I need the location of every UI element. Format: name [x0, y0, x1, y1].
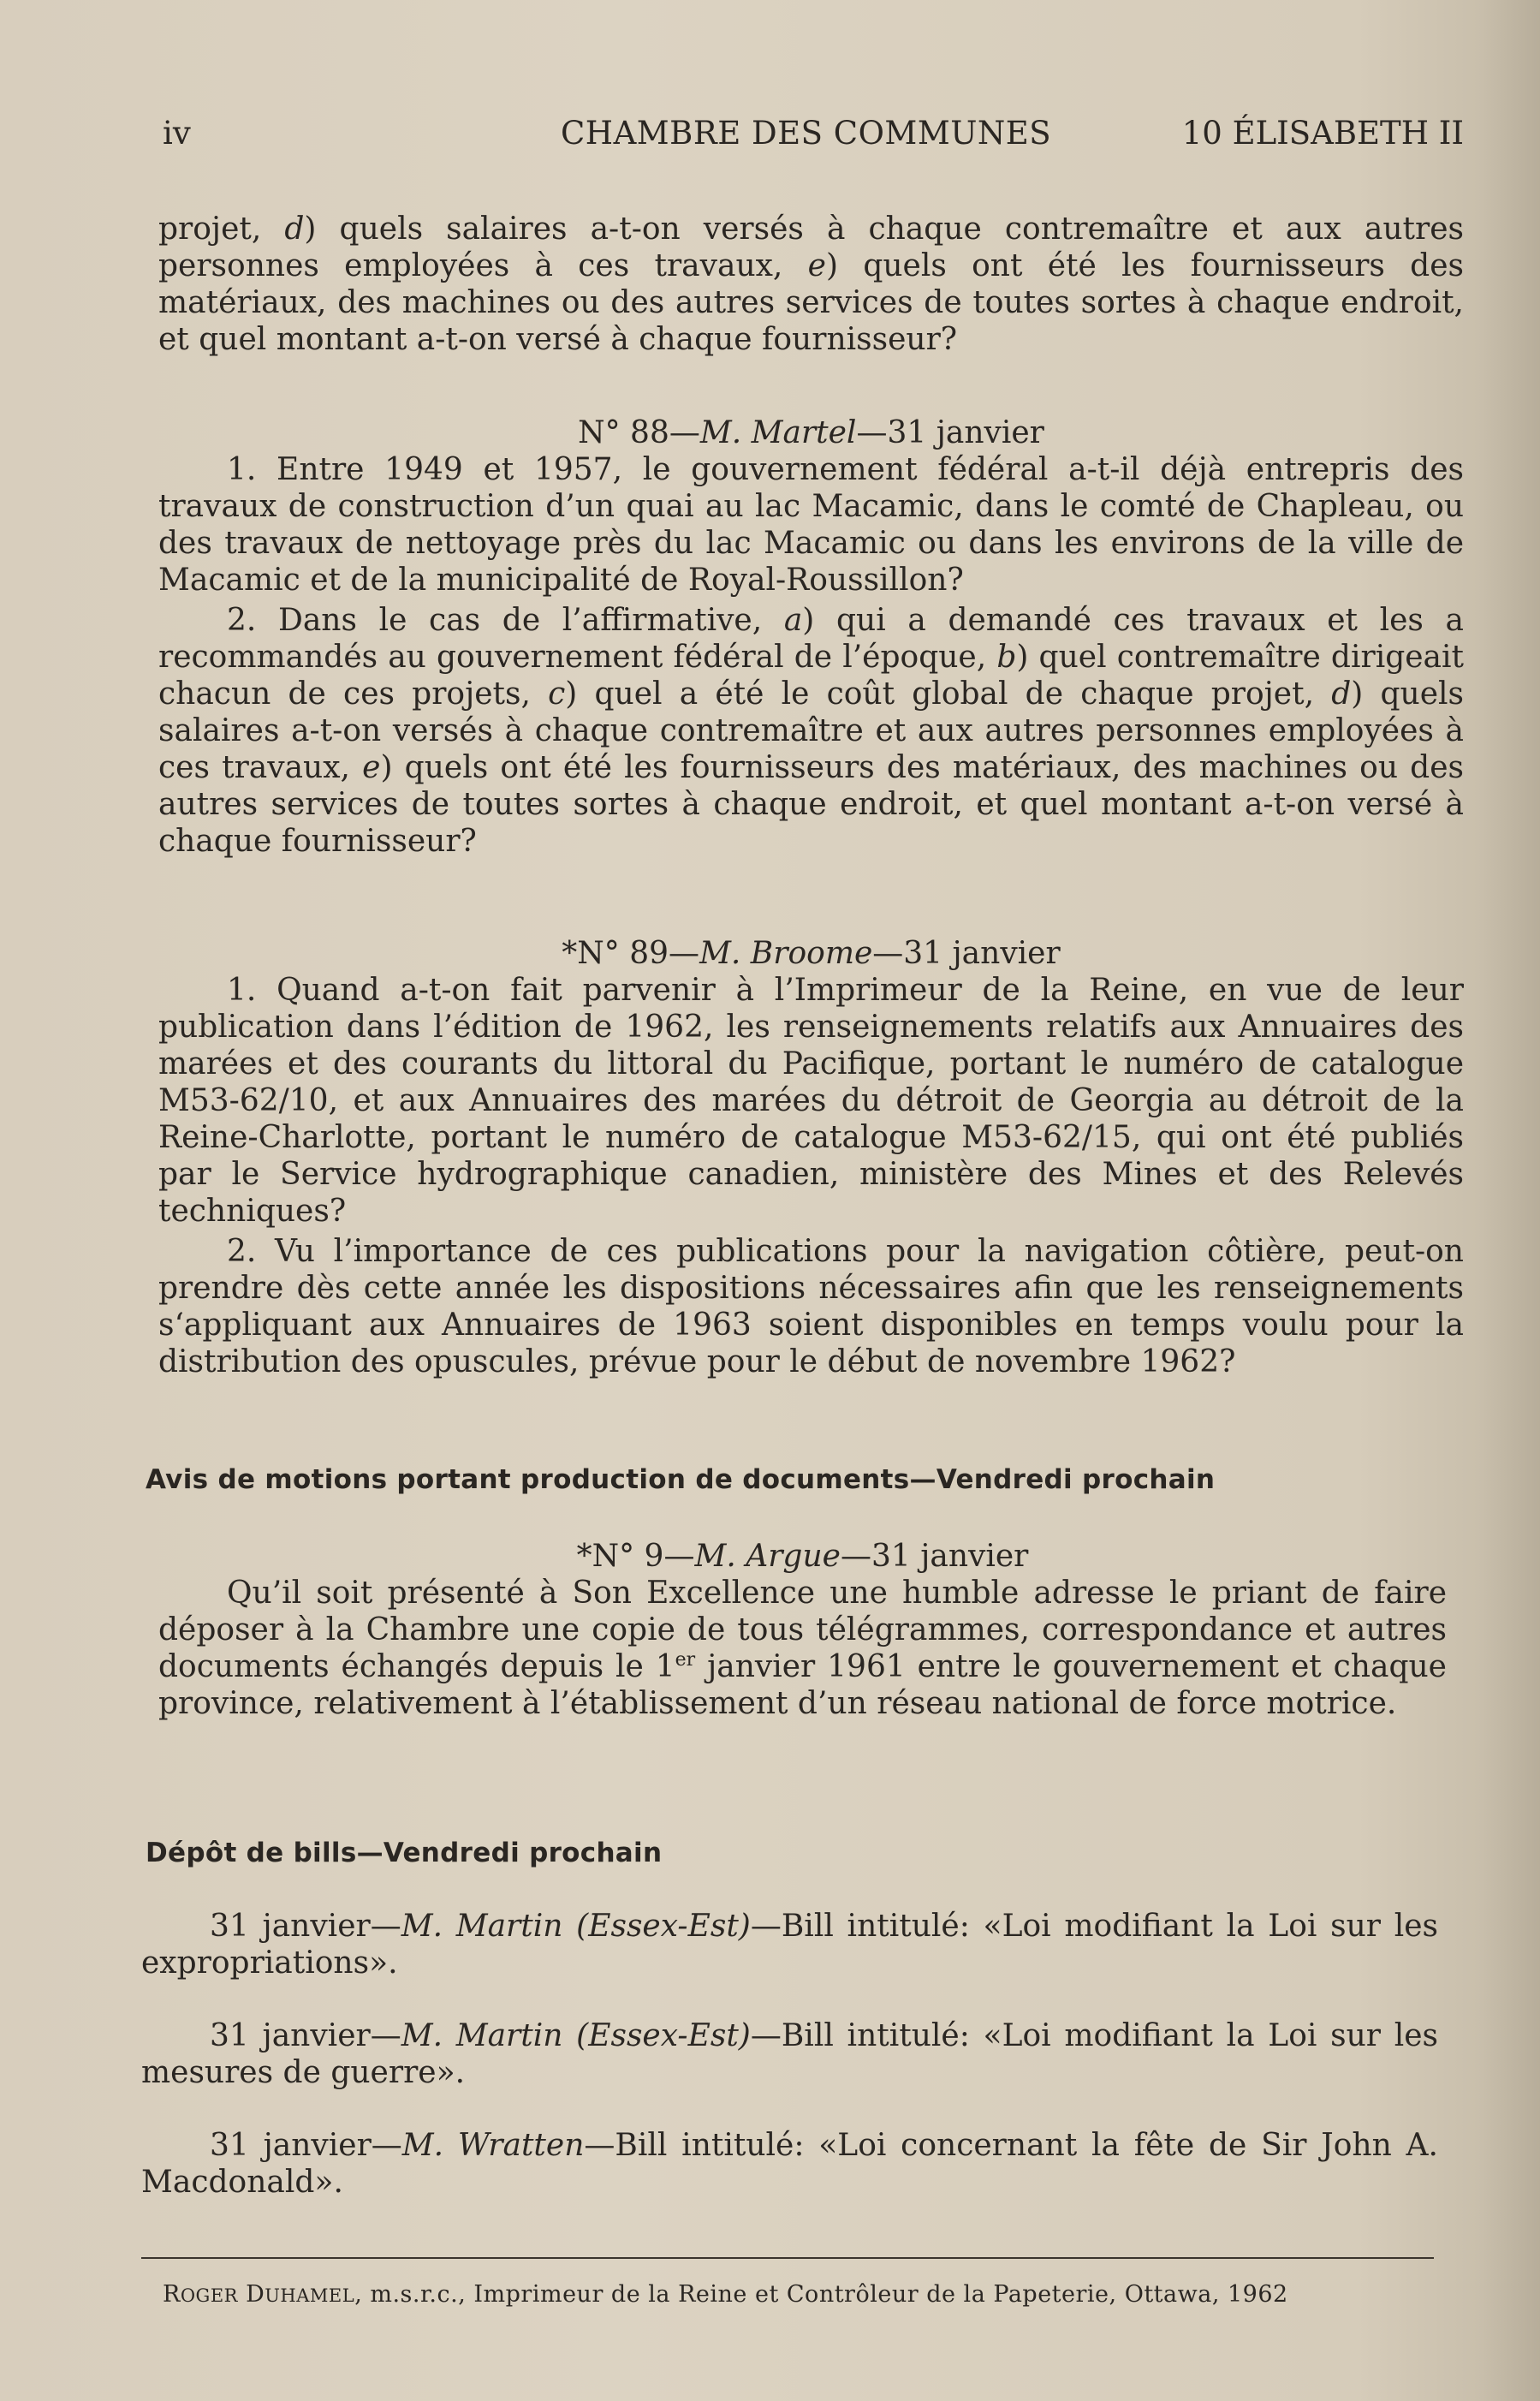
bill-entry: 31 janvier—M. Martin (Essex-Est)—Bill intitulé: «Loi modifiant la Loi sur les expropriations».	[141, 1909, 1438, 1981]
question-88	[158, 414, 1464, 860]
motion-9-text: Qu’il soit présenté à Son Excellence une humble adresse le priant de faire déposer à la Chambre une copie de tous télégrammes, correspondance et autres documents échangés depuis le 1er janvier 1961 entre le gouvernement et chaque province, relativement à l’établissement d’un réseau national de force motrice.	[158, 1576, 1447, 1721]
footer-rule	[141, 2257, 1434, 2259]
motion-9-heading: *N° 9—M. Argue—31 janvier	[576, 1539, 1029, 1574]
question-89-paragraph-2: 2. Vu l’importance de ces publications pour la navigation côtière, peut-on prendre dès cette année les dispositions nécessaires afin que les renseignements s‘appliquant aux Annuaires de 1963 soient disponibles en temps voulu pour la distribution des opuscules, prévue pour le début de novembre 1962?	[158, 1234, 1464, 1379]
regnal-year: 10 ÉLISABETH II	[1181, 115, 1464, 152]
bill-entry: 31 janvier—M. Wratten—Bill intitulé: «Loi concernant la fête de Sir John A. Macdonald».	[141, 2128, 1438, 2200]
question-89	[158, 935, 1464, 1380]
motion-9	[158, 1538, 1447, 1722]
printer-imprint: ROGER DUHAMEL, m.s.r.c., Imprimeur de la Reine et Contrôleur de la Papeterie, Ottawa, 1962	[163, 2281, 1288, 2308]
running-head	[163, 115, 1464, 156]
bill-entry: 31 janvier—M. Martin (Essex-Est)—Bill intitulé: «Loi modifiant la Loi sur les mesures de guerre».	[141, 2018, 1438, 2090]
motions-section-heading: Avis de motions portant production de documents—Vendredi prochain	[146, 1464, 1216, 1495]
bills-section-heading: Dépôt de bills—Vendredi prochain	[146, 1838, 663, 1868]
continuation-paragraph: projet, d) quels salaires a-t-on versés à chaque contremaître et aux autres personnes employées à ces travaux, e) quels ont été les fournisseurs des matériaux, des machines ou des autres services de toutes sortes à chaque endroit, et quel montant a-t-on versé à chaque fournisseur?	[158, 212, 1465, 357]
question-88-heading: N° 88—M. Martel—31 janvier	[578, 415, 1044, 450]
question-88-paragraph-2: 2. Dans le cas de l’affirmative, a) qui a demandé ces travaux et les a recommandés au gouvernement fédéral de l’époque, b) quel contremaître dirigeait chacun de ces projets, c) quel a été le coût global de chaque projet, d) quels salaires a-t-on versés à chaque contremaître et aux autres personnes employées à ces travaux, e) quels ont été les fournisseurs des matériaux, des machines ou des autres services de toutes sortes à chaque endroit, et quel montant a-t-on versé à chaque fournisseur?	[158, 603, 1465, 859]
page-title: CHAMBRE DES COMMUNES	[561, 115, 1052, 152]
page-number: iv	[163, 115, 191, 152]
question-89-heading: *N° 89—M. Broome—31 janvier	[562, 936, 1061, 971]
question-88-paragraph-1: 1. Entre 1949 et 1957, le gouvernement fédéral a-t-il déjà entrepris des travaux de construction d’un quai au lac Macamic, dans le comté de Chapleau, ou des travaux de nettoyage près du lac Macamic ou dans les environs de la ville de Macamic et de la municipalité de Royal-Roussillon?	[158, 452, 1464, 598]
question-89-paragraph-1: 1. Quand a-t-on fait parvenir à l’Imprimeur de la Reine, en vue de leur publication dans l’édition de 1962, les renseignements relatifs aux Annuaires des marées et des courants du littoral du Pacifique, portant le numéro de catalogue M53-62/10, et aux Annuaires des marées du détroit de Georgia au détroit de la Reine-Charlotte, portant le numéro de catalogue M53-62/15, qui ont été publiés par le Service hydrographique canadien, ministère des Mines et des Relevés techniques?	[158, 973, 1464, 1229]
